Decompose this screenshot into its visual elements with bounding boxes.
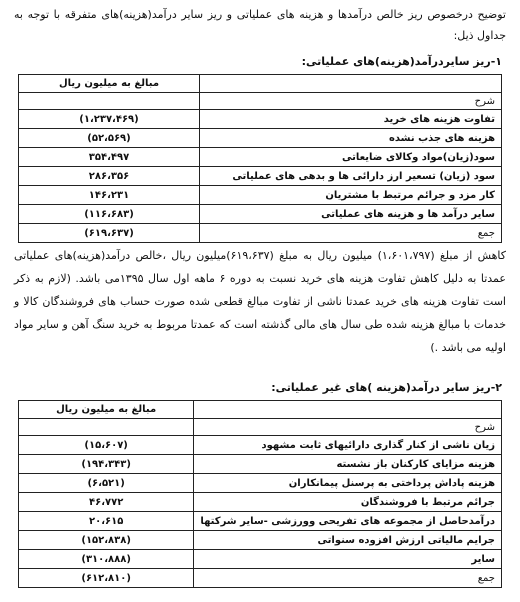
table-row — [19, 186, 502, 205]
row-amount: (۱،۲۳۷،۴۶۹) — [19, 110, 200, 129]
row-label: جرائم مرتبط با فروشندگان — [194, 493, 502, 512]
row-amount: (۳۱۰،۸۸۸) — [19, 550, 194, 569]
row-amount: (۱۹۴،۳۴۳) — [19, 455, 194, 474]
amount-header: مبالغ به میلیون ریال — [19, 75, 200, 93]
total-label: جمع — [194, 569, 502, 588]
table-row — [19, 129, 502, 148]
amount-header-empty — [19, 93, 200, 110]
row-amount: (۱۱۶،۶۸۳) — [19, 205, 200, 224]
table-row — [19, 167, 502, 186]
row-label: درآمدحاصل از مجموعه های تفریحی وورزشی -سایر شرکتها — [194, 512, 502, 531]
table-row — [19, 205, 502, 224]
row-amount: (۵۲،۵۶۹) — [19, 129, 200, 148]
total-amount: (۶۱۹،۶۳۷) — [19, 224, 200, 243]
row-label: هزینه های جذب نشده — [200, 129, 502, 148]
table-row — [19, 436, 502, 455]
row-label: جرایم مالیاتی ارزش افزوده سنواتی — [194, 531, 502, 550]
table-row — [19, 148, 502, 167]
section1-heading: ۱-ریز سایردرآمد(هزینه)های عملیاتی: — [301, 55, 502, 68]
total-row — [19, 569, 502, 588]
row-amount: (۱۵،۶۰۷) — [19, 436, 194, 455]
total-row — [19, 224, 502, 243]
row-amount: ۱۴۶،۲۳۱ — [19, 186, 200, 205]
table-row — [19, 474, 502, 493]
table-row — [19, 455, 502, 474]
row-amount: ۳۵۴،۴۹۷ — [19, 148, 200, 167]
table-row — [19, 512, 502, 531]
explanation-paragraph: کاهش از مبلغ (۱،۶۰۱،۷۹۷) میلیون ریال به مبلغ (۶۱۹،۶۳۷)میلیون ریال ،خالص درآمد(هزینه)های عملیاتی عمدتا به دلیل کاهش تفاوت هزینه های خرید نسبت به دوره ۶ ماهه اول سال ۱۳۹۵می باشد. (لازم به ذکر است تفاوت هزینه های خرید عمدتا ناشی از تفاوت مبالغ قطعی شده صورت حساب های فروشندگان کالا و خدمات با مبالغ هزینه شده طی سال های مالی گذشته است که عمدتا مربوط به خرید سنگ آهن و سایر مواد اولیه می باشد .) — [14, 249, 506, 354]
description-header: شرح — [194, 419, 502, 436]
row-label: سایر درآمد ها و هزینه های عملیاتی — [200, 205, 502, 224]
table-row — [19, 550, 502, 569]
intro-text: توضیح درخصوص ریز خالص درآمدها و هزینه های عملیاتی و ریز سایر درآمد(هزینه)های متفرقه با توجه به جداول ذیل: — [14, 8, 506, 42]
total-amount: (۶۱۲،۸۱۰) — [19, 569, 194, 588]
row-amount: (۶،۵۲۱) — [19, 474, 194, 493]
row-label: سود(زیان)مواد وکالای ضایعاتی — [200, 148, 502, 167]
row-label: هزینه پاداش پرداختی به پرسنل پیمانکاران — [194, 474, 502, 493]
header-empty-cell — [194, 401, 502, 419]
row-amount: ۲۰،۶۱۵ — [19, 512, 194, 531]
total-label: جمع — [200, 224, 502, 243]
section2-heading: ۲-ریز سایر درآمد(هزینه )های غیر عملیاتی: — [271, 381, 502, 394]
table-label-row — [19, 419, 502, 436]
row-amount: ۲۸۶،۳۵۶ — [19, 167, 200, 186]
table-row — [19, 493, 502, 512]
table-row — [19, 110, 502, 129]
row-label: کار مزد و جرائم مرتبط با مشتریان — [200, 186, 502, 205]
row-amount: (۱۵۲،۸۳۸) — [19, 531, 194, 550]
description-header: شرح — [200, 93, 502, 110]
non-operating-items-table — [18, 400, 502, 588]
row-label: هزینه مزایای کارکنان باز نشسته — [194, 455, 502, 474]
row-label: سایر — [194, 550, 502, 569]
table-header-row — [19, 75, 502, 93]
table-label-row — [19, 93, 502, 110]
operating-items-table — [18, 74, 502, 243]
amount-header: مبالغ به میلیون ریال — [19, 401, 194, 419]
table-header-row — [19, 401, 502, 419]
amount-header-empty — [19, 419, 194, 436]
row-label: زیان ناشی از کنار گذاری دارائیهای ثابت مشهود — [194, 436, 502, 455]
header-empty-cell — [200, 75, 502, 93]
table-row — [19, 531, 502, 550]
row-label: تفاوت هزینه های خرید — [200, 110, 502, 129]
row-label: سود (زیان) تسعیر ارز دارائی ها و بدهی های عملیاتی — [200, 167, 502, 186]
row-amount: ۴۶،۷۷۲ — [19, 493, 194, 512]
